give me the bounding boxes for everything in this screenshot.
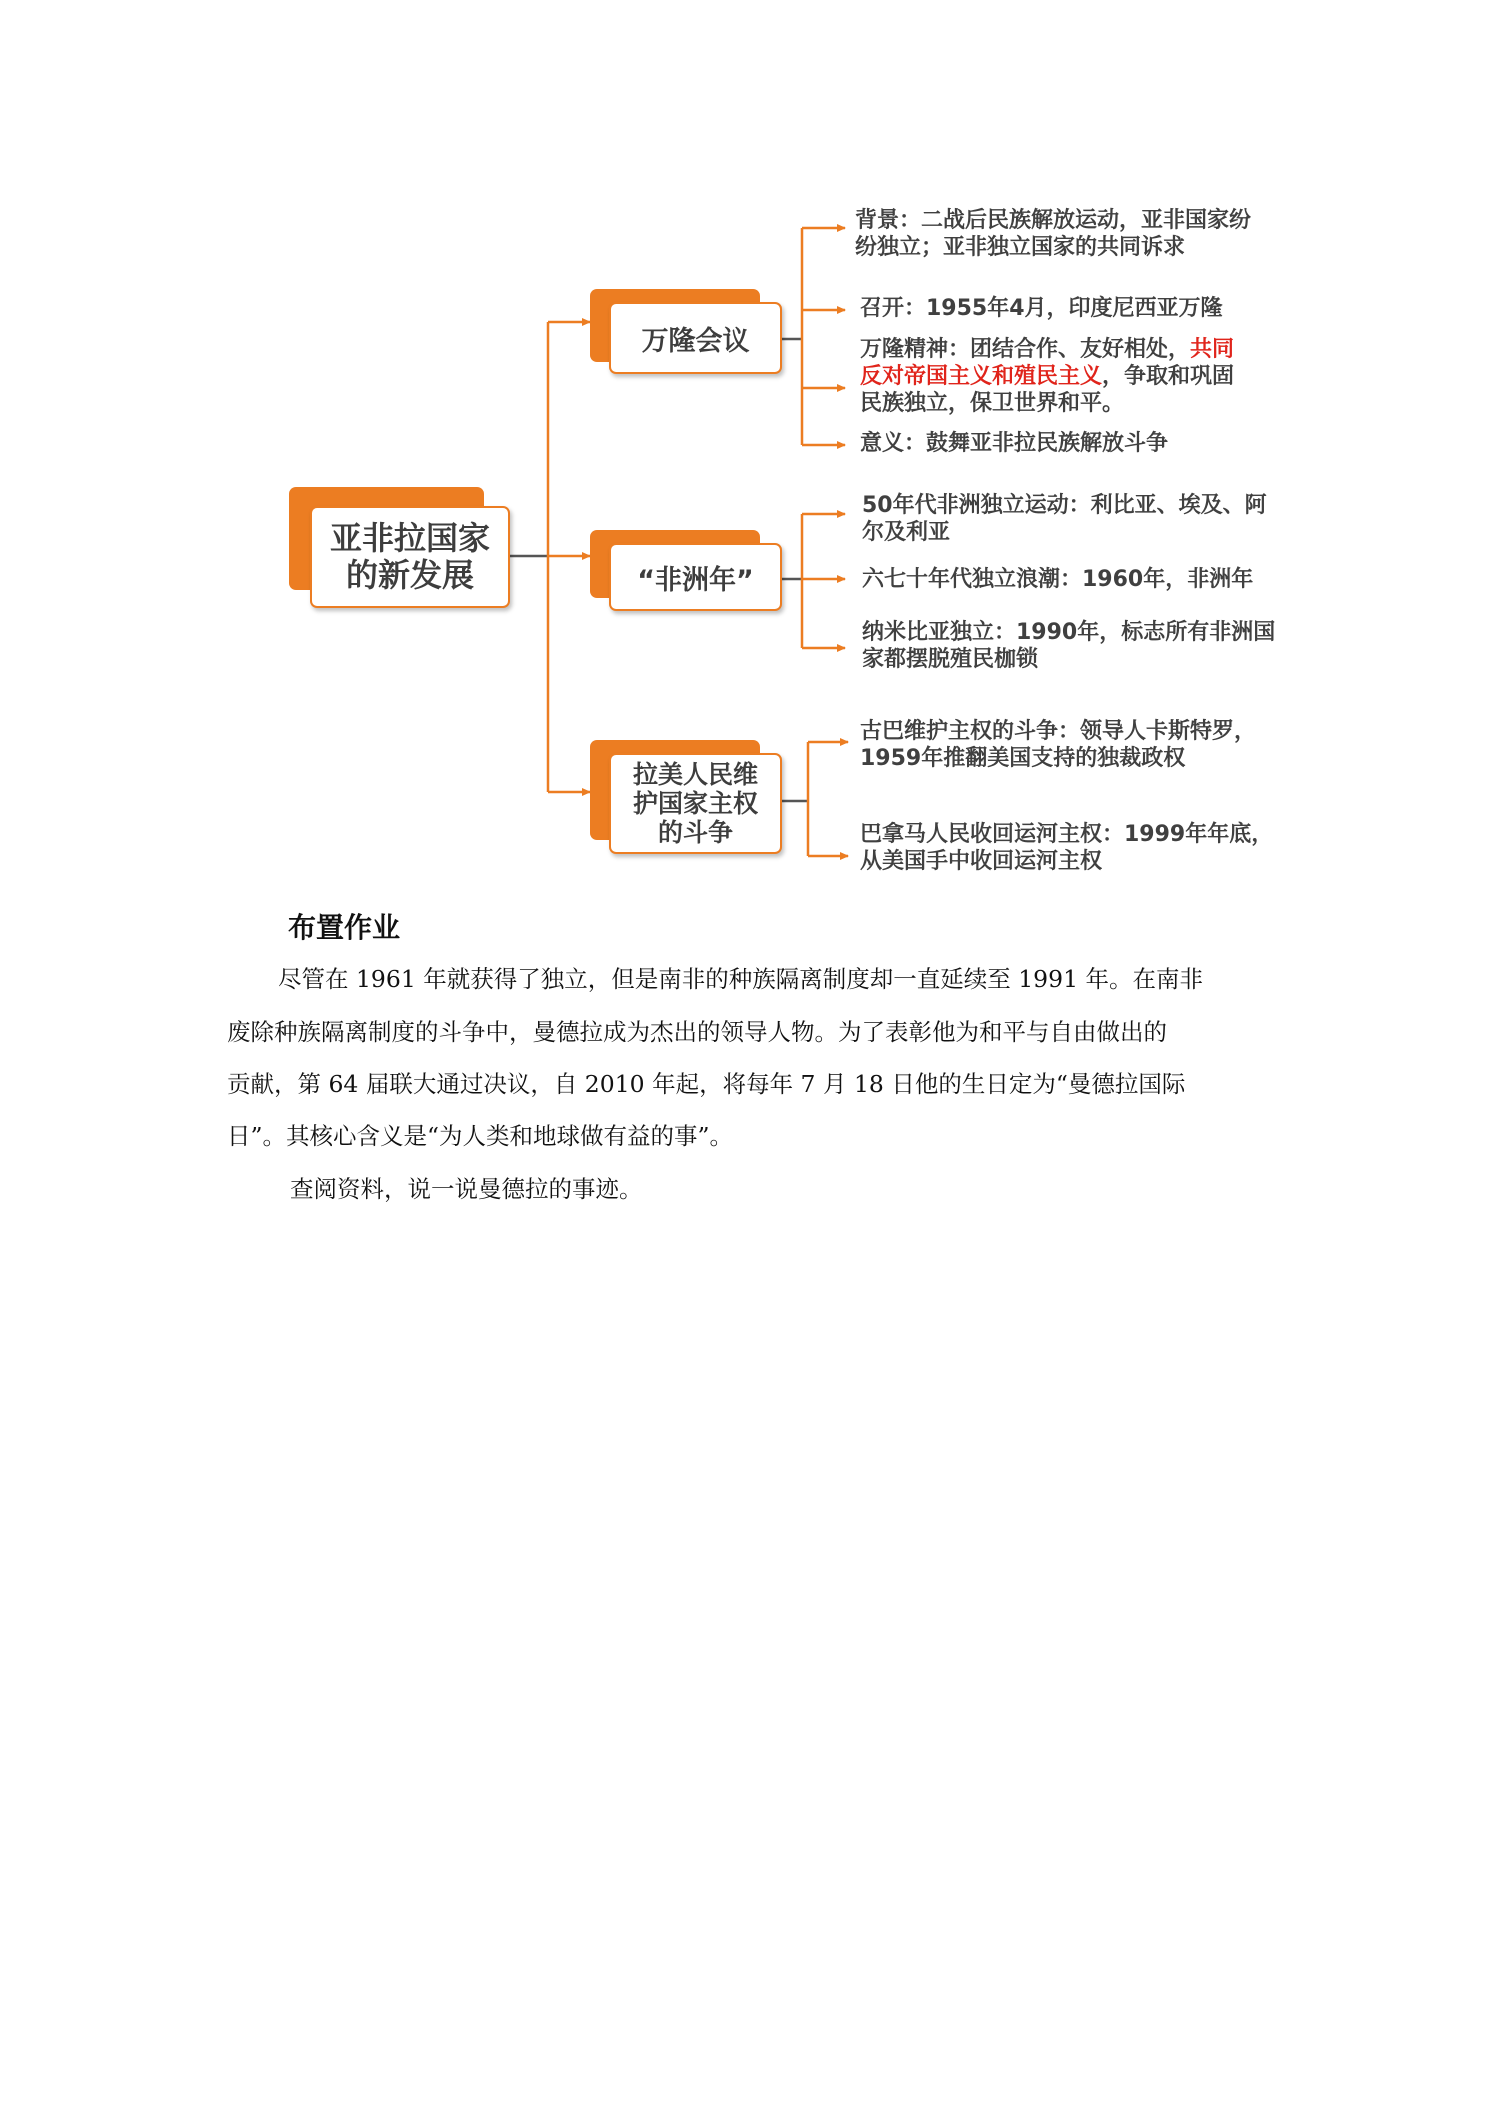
leaf-africa-50s-line-1: 50年代非洲独立运动：利比亚、埃及、阿 xyxy=(862,493,1267,518)
homework-paragraph-line-2: 废除种族隔离制度的斗争中，曼德拉成为杰出的领导人物。为了表彰他为和平与自由做出的 xyxy=(227,1018,1167,1046)
leaf-bandung-background-line-2: 纷独立；亚非独立国家的共同诉求 xyxy=(855,235,1186,260)
leaf-bandung-spirit-highlight-1: 共同 xyxy=(1190,337,1235,362)
leaf-bandung-background xyxy=(855,207,1251,261)
node-latam-line-3: 的斗争 xyxy=(657,818,733,847)
leaf-africa-50s-line-2: 尔及利亚 xyxy=(862,520,951,545)
node-latam-line-1: 拉美人民维 xyxy=(632,760,758,789)
leaf-bandung-meaning xyxy=(860,430,1168,457)
leaf-bandung-spirit-line-3: 民族独立，保卫世界和平。 xyxy=(860,391,1125,416)
leaf-bandung-spirit-highlight-2: 反对帝国主义和殖民主义 xyxy=(860,364,1103,389)
leaf-africa-namibia-line-2: 家都摆脱殖民枷锁 xyxy=(862,647,1039,672)
node-africa-year-label: “非洲年” xyxy=(637,564,754,596)
leaf-africa-50s xyxy=(862,492,1267,546)
leaf-bandung-spirit-line-1: 万隆精神：团结合作、友好相处， xyxy=(860,337,1191,362)
leaf-latam-cuba-line-2: 1959年推翻美国支持的独裁政权 xyxy=(860,746,1186,771)
leaf-bandung-spirit xyxy=(860,336,1234,417)
leaf-bandung-held xyxy=(860,295,1223,322)
leaf-africa-namibia-line-1: 纳米比亚独立：1990年，标志所有非洲国 xyxy=(862,620,1276,645)
homework-title: 布置作业 xyxy=(288,911,401,944)
node-bandung-label: 万隆会议 xyxy=(641,325,750,357)
leaf-latam-panama-line-1: 巴拿马人民收回运河主权：1999年年底， xyxy=(860,822,1274,847)
leaf-bandung-meaning-line: 意义：鼓舞亚非拉民族解放斗争 xyxy=(860,431,1169,456)
leaf-africa-60s xyxy=(862,566,1253,593)
leaf-bandung-background-line-1: 背景：二战后民族解放运动，亚非国家纷 xyxy=(855,208,1252,233)
leaf-latam-panama-line-2: 从美国手中收回运河主权 xyxy=(860,849,1103,874)
homework-paragraph-line-4: 日”。其核心含义是“为人类和地球做有益的事”。 xyxy=(227,1122,734,1150)
root-node-line-2: 的新发展 xyxy=(345,556,474,594)
leaf-bandung-spirit-line-2: ，争取和巩固 xyxy=(1102,364,1235,389)
leaf-latam-cuba-line-1: 古巴维护主权的斗争：领导人卡斯特罗， xyxy=(860,719,1257,744)
homework-paragraph-line-3: 贡献，第 64 届联大通过决议，自 2010 年起，将每年 7 月 18 日他的生日定为“曼德拉国际 xyxy=(227,1070,1186,1098)
leaf-bandung-held-line: 召开：1955年4月，印度尼西亚万隆 xyxy=(860,296,1223,321)
leaf-latam-cuba xyxy=(860,718,1256,772)
leaf-latam-panama xyxy=(860,821,1273,875)
homework-task: 查阅资料，说一说曼德拉的事迹。 xyxy=(290,1175,643,1203)
homework-paragraph-line-1: 尽管在 1961 年就获得了独立，但是南非的种族隔离制度却一直延续至 1991 年。在南非 xyxy=(278,965,1203,993)
node-latam-line-2: 护国家主权 xyxy=(632,789,758,818)
root-node-line-1: 亚非拉国家 xyxy=(329,519,490,557)
leaf-africa-namibia xyxy=(862,619,1275,673)
leaf-africa-60s-line: 六七十年代独立浪潮：1960年，非洲年 xyxy=(862,567,1254,592)
